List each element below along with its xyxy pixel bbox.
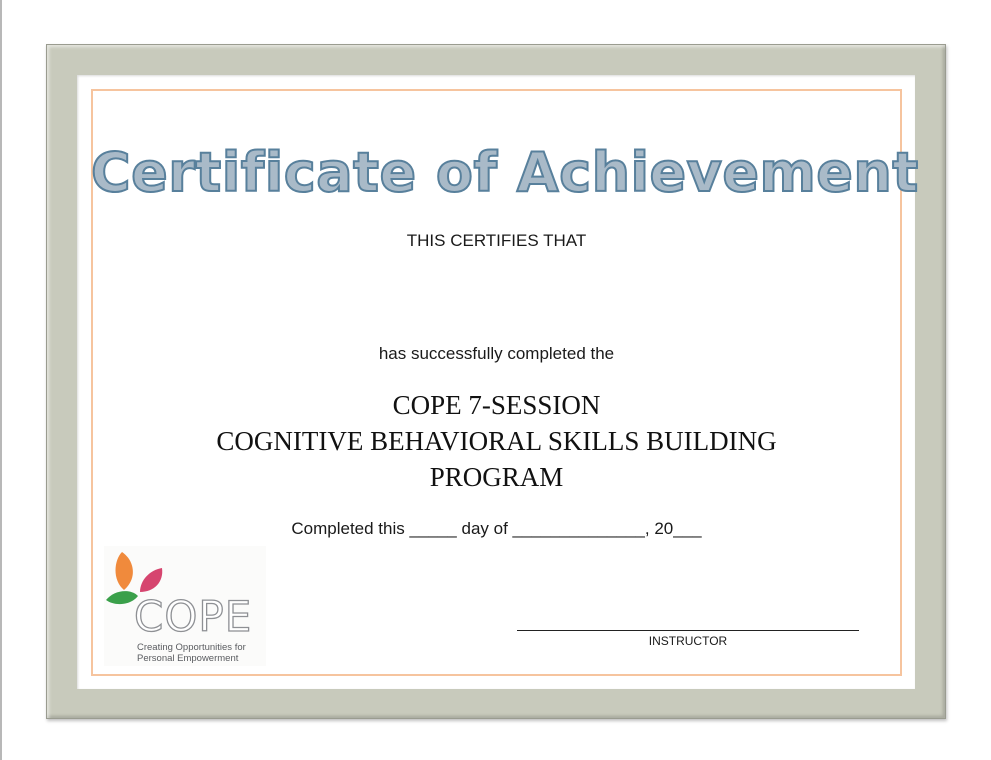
logo-tagline-line-2: Personal Empowerment — [137, 653, 239, 664]
program-title — [91, 387, 902, 495]
certifies-text: THIS CERTIFIES THAT — [406, 231, 587, 250]
logo-wordmark: COPE — [134, 592, 253, 641]
instructor-label: INSTRUCTOR — [648, 634, 728, 648]
signature-line — [517, 630, 859, 631]
completed-text: has successfully completed the — [378, 344, 615, 363]
logo-tagline — [137, 642, 246, 664]
program-line-2: COGNITIVE BEHAVIORAL SKILLS BUILDING — [216, 426, 777, 456]
cope-logo — [104, 546, 266, 666]
logo-tagline-line-1: Creating Opportunities for — [137, 642, 246, 653]
program-line-3: PROGRAM — [429, 462, 564, 492]
pink-leaf-icon — [140, 568, 162, 592]
certificate-title: Certificate of Achievement — [91, 141, 919, 204]
program-line-1: COPE 7-SESSION — [392, 390, 601, 420]
completion-date-line: Completed this _____ day of ______________, 20___ — [291, 519, 702, 538]
orange-leaf-icon — [116, 552, 133, 590]
window-left-edge — [0, 0, 2, 760]
